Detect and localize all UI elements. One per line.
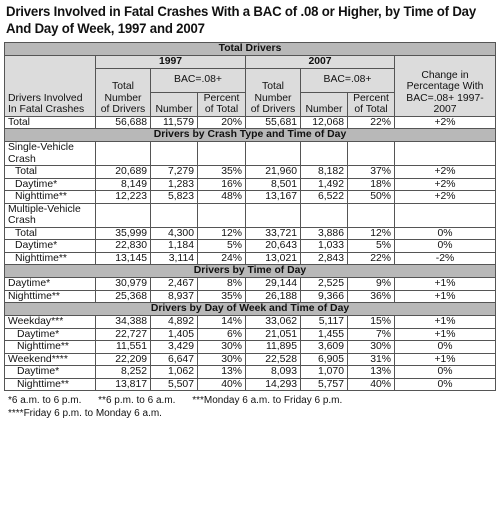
table-row	[5, 278, 496, 291]
empty-cell	[151, 203, 198, 227]
row-label: Daytime*	[5, 240, 96, 253]
cell-total-2007: 26,188	[246, 290, 301, 303]
header-total-number-1997: Total Number of Drivers	[96, 68, 151, 116]
cell-number-2007: 3,609	[301, 341, 348, 354]
cell-percent-2007: 15%	[348, 316, 395, 329]
cell-total-2007: 20,643	[246, 240, 301, 253]
cell-total-2007: 21,051	[246, 328, 301, 341]
cell-percent-1997: 13%	[198, 366, 246, 379]
cell-number-2007: 3,886	[301, 227, 348, 240]
cell-percent-2007: 31%	[348, 353, 395, 366]
cell-change: +1%	[395, 353, 496, 366]
empty-cell	[301, 203, 348, 227]
empty-cell	[348, 142, 395, 166]
empty-cell	[395, 203, 496, 227]
table-row	[5, 191, 496, 204]
cell-total-1997: 22,830	[96, 240, 151, 253]
cell-number-2007: 2,525	[301, 278, 348, 291]
cell-number-1997: 8,937	[151, 290, 198, 303]
empty-cell	[301, 142, 348, 166]
cell-total-1997: 12,223	[96, 191, 151, 204]
cell-total-2007: 8,093	[246, 366, 301, 379]
cell-total-1997: 11,551	[96, 341, 151, 354]
title-line-1: Drivers Involved in Fatal Crashes With a BAC of .08 or Higher, by Time of Day	[6, 4, 476, 20]
cell-percent-1997: 16%	[198, 178, 246, 191]
footnote-nighttime: **6 p.m. to 6 a.m.	[98, 395, 176, 406]
table-row	[5, 316, 496, 329]
cell-change: 0%	[395, 227, 496, 240]
cell-percent-1997: 20%	[198, 116, 246, 129]
header-change: Change in Percentage With BAC=.08+ 1997-2007	[395, 56, 496, 117]
cell-change: +2%	[395, 116, 496, 129]
row-label: Daytime*	[5, 278, 96, 291]
cell-change: +1%	[395, 290, 496, 303]
cell-total-2007: 11,895	[246, 341, 301, 354]
table-row	[5, 378, 496, 391]
header-year-1997: 1997	[96, 56, 246, 69]
cell-number-1997: 5,823	[151, 191, 198, 204]
header-percent-1997: Percent of Total	[198, 92, 246, 116]
footnote-daytime: *6 a.m. to 6 p.m.	[8, 395, 82, 406]
cell-number-1997: 11,579	[151, 116, 198, 129]
cell-total-1997: 8,149	[96, 178, 151, 191]
cell-percent-1997: 8%	[198, 278, 246, 291]
table-row	[5, 252, 496, 265]
row-label: Daytime*	[5, 178, 96, 191]
empty-cell	[395, 142, 496, 166]
cell-number-1997: 5,507	[151, 378, 198, 391]
table-row	[5, 328, 496, 341]
table-row	[5, 166, 496, 179]
multi-vehicle-group	[5, 203, 496, 227]
cell-number-1997: 1,405	[151, 328, 198, 341]
cell-total-1997: 25,368	[96, 290, 151, 303]
cell-number-1997: 3,429	[151, 341, 198, 354]
cell-percent-1997: 6%	[198, 328, 246, 341]
cell-percent-2007: 37%	[348, 166, 395, 179]
header-drivers-involved: Drivers Involved In Fatal Crashes	[5, 56, 96, 117]
band-time-of-day: Drivers by Time of Day	[5, 265, 496, 278]
empty-cell	[198, 142, 246, 166]
group-label: Multiple-Vehicle Crash	[5, 203, 96, 227]
row-label: Nighttime**	[5, 290, 96, 303]
cell-number-2007: 1,455	[301, 328, 348, 341]
table-row	[5, 116, 496, 129]
cell-percent-1997: 14%	[198, 316, 246, 329]
cell-total-1997: 22,209	[96, 353, 151, 366]
cell-percent-2007: 9%	[348, 278, 395, 291]
row-label: Daytime*	[5, 366, 96, 379]
cell-total-1997: 13,145	[96, 252, 151, 265]
cell-percent-1997: 35%	[198, 290, 246, 303]
table-row	[5, 366, 496, 379]
cell-total-1997: 8,252	[96, 366, 151, 379]
table-row	[5, 178, 496, 191]
table-row	[5, 240, 496, 253]
row-label: Nighttime**	[5, 341, 96, 354]
band-day-of-week: Drivers by Day of Week and Time of Day	[5, 303, 496, 316]
row-label: Weekday***	[5, 316, 96, 329]
cell-percent-2007: 50%	[348, 191, 395, 204]
row-label: Nighttime**	[5, 378, 96, 391]
header-number-1997: Number	[151, 92, 198, 116]
cell-change: +1%	[395, 328, 496, 341]
cell-total-2007: 14,293	[246, 378, 301, 391]
cell-total-1997: 30,979	[96, 278, 151, 291]
cell-total-1997: 13,817	[96, 378, 151, 391]
empty-cell	[246, 203, 301, 227]
cell-number-1997: 4,300	[151, 227, 198, 240]
header-bac-2007: BAC=.08+	[301, 68, 395, 92]
title-line-2: And Day of Week, 1997 and 2007	[6, 21, 205, 37]
table-row	[5, 290, 496, 303]
single-vehicle-group	[5, 142, 496, 166]
band-total-drivers: Total Drivers	[5, 43, 496, 56]
cell-percent-2007: 36%	[348, 290, 395, 303]
cell-percent-2007: 7%	[348, 328, 395, 341]
cell-total-1997: 34,388	[96, 316, 151, 329]
empty-cell	[348, 203, 395, 227]
cell-number-2007: 1,070	[301, 366, 348, 379]
cell-change: +1%	[395, 278, 496, 291]
cell-percent-2007: 22%	[348, 252, 395, 265]
group-label: Single-Vehicle Crash	[5, 142, 96, 166]
row-label: Weekend****	[5, 353, 96, 366]
cell-change: +2%	[395, 166, 496, 179]
cell-percent-1997: 48%	[198, 191, 246, 204]
empty-cell	[96, 203, 151, 227]
cell-number-2007: 2,843	[301, 252, 348, 265]
cell-percent-2007: 30%	[348, 341, 395, 354]
cell-total-2007: 13,021	[246, 252, 301, 265]
row-label: Daytime*	[5, 328, 96, 341]
page-title	[6, 4, 476, 38]
header-number-2007: Number	[301, 92, 348, 116]
cell-percent-2007: 5%	[348, 240, 395, 253]
row-label: Nighttime**	[5, 191, 96, 204]
row-label: Nighttime**	[5, 252, 96, 265]
cell-total-1997: 56,688	[96, 116, 151, 129]
row-label: Total	[5, 227, 96, 240]
footnote-weekend: ****Friday 6 p.m. to Monday 6 a.m.	[8, 408, 162, 419]
cell-percent-1997: 24%	[198, 252, 246, 265]
empty-cell	[246, 142, 301, 166]
row-label: Total	[5, 166, 96, 179]
cell-change: 0%	[395, 240, 496, 253]
cell-number-1997: 1,283	[151, 178, 198, 191]
cell-total-2007: 22,528	[246, 353, 301, 366]
cell-percent-1997: 35%	[198, 166, 246, 179]
cell-percent-2007: 12%	[348, 227, 395, 240]
cell-percent-2007: 13%	[348, 366, 395, 379]
cell-total-2007: 8,501	[246, 178, 301, 191]
cell-percent-1997: 5%	[198, 240, 246, 253]
cell-number-2007: 6,905	[301, 353, 348, 366]
cell-number-2007: 5,117	[301, 316, 348, 329]
cell-change: 0%	[395, 341, 496, 354]
cell-percent-2007: 22%	[348, 116, 395, 129]
table-row	[5, 341, 496, 354]
cell-number-1997: 7,279	[151, 166, 198, 179]
cell-number-2007: 5,757	[301, 378, 348, 391]
cell-percent-1997: 30%	[198, 341, 246, 354]
cell-percent-1997: 30%	[198, 353, 246, 366]
header-total-number-2007: Total Number of Drivers	[246, 68, 301, 116]
data-table	[4, 42, 496, 391]
cell-percent-2007: 18%	[348, 178, 395, 191]
cell-number-1997: 6,647	[151, 353, 198, 366]
row-label: Total	[5, 116, 96, 129]
cell-total-2007: 29,144	[246, 278, 301, 291]
cell-change: 0%	[395, 378, 496, 391]
cell-total-2007: 33,062	[246, 316, 301, 329]
cell-number-2007: 8,182	[301, 166, 348, 179]
cell-percent-1997: 40%	[198, 378, 246, 391]
cell-number-1997: 4,892	[151, 316, 198, 329]
empty-cell	[96, 142, 151, 166]
cell-percent-1997: 12%	[198, 227, 246, 240]
cell-change: +2%	[395, 191, 496, 204]
footnote-weekday: ***Monday 6 a.m. to Friday 6 p.m.	[192, 395, 343, 406]
header-year-2007: 2007	[246, 56, 395, 69]
cell-number-1997: 1,062	[151, 366, 198, 379]
cell-change: -2%	[395, 252, 496, 265]
cell-number-2007: 6,522	[301, 191, 348, 204]
cell-change: 0%	[395, 366, 496, 379]
cell-number-2007: 1,492	[301, 178, 348, 191]
header-percent-2007: Percent of Total	[348, 92, 395, 116]
empty-cell	[198, 203, 246, 227]
cell-total-2007: 13,167	[246, 191, 301, 204]
cell-number-1997: 3,114	[151, 252, 198, 265]
band-crash-type: Drivers by Crash Type and Time of Day	[5, 129, 496, 142]
cell-number-2007: 1,033	[301, 240, 348, 253]
table-row	[5, 227, 496, 240]
cell-total-1997: 20,689	[96, 166, 151, 179]
cell-change: +1%	[395, 316, 496, 329]
cell-change: +2%	[395, 178, 496, 191]
footnotes	[8, 394, 496, 420]
cell-number-1997: 1,184	[151, 240, 198, 253]
cell-total-2007: 55,681	[246, 116, 301, 129]
cell-number-2007: 12,068	[301, 116, 348, 129]
cell-number-1997: 2,467	[151, 278, 198, 291]
cell-total-2007: 21,960	[246, 166, 301, 179]
cell-total-2007: 33,721	[246, 227, 301, 240]
cell-total-1997: 22,727	[96, 328, 151, 341]
cell-number-2007: 9,366	[301, 290, 348, 303]
cell-total-1997: 35,999	[96, 227, 151, 240]
empty-cell	[151, 142, 198, 166]
table-row	[5, 353, 496, 366]
cell-percent-2007: 40%	[348, 378, 395, 391]
header-bac-1997: BAC=.08+	[151, 68, 246, 92]
